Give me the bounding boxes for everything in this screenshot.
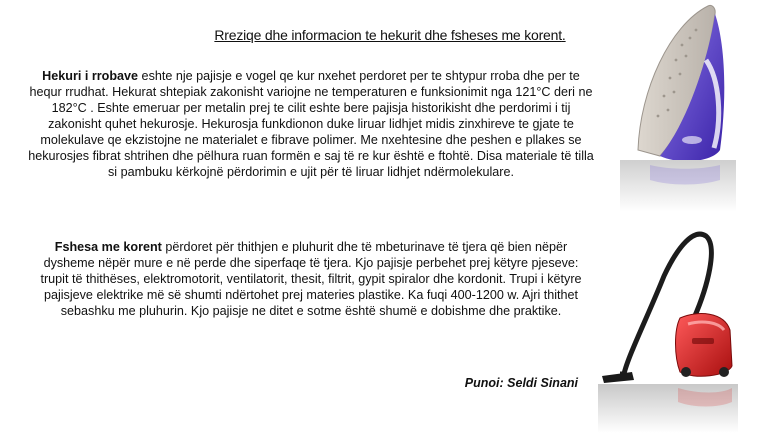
page-title (190, 27, 590, 43)
iron-heading: Hekuri i rrobave (42, 69, 139, 83)
vacuum-paragraph (28, 239, 594, 319)
vacuum-description: përdoret për thithjen e pluhurit dhe të mbeturinave të tjera që bien nëpër dysheme nëpër mure e në perde dhe siperfaqe të tjera. Kjo pajisje perbehet prej këtyre pjeseve: trupit të thithëses, elektromotorit, ventilatorit, thesit, filtrit, gypit spiralor dhe kordonit. Trupi i këtyre pajisjeve elektrike më së shumti ndërtohet prej materies plastike. Ka fuqi 400-1200 w. Ajri thithet sebashku me pluhurin. Kjo pajisje ne ditet e sotme është shumë e dobishme dhe praktike. (40, 240, 582, 318)
author-credit: Punoi: Seldi Sinani (464, 376, 578, 390)
iron-paragraph (28, 68, 594, 180)
vacuum-heading: Fshesa me korent (54, 240, 162, 254)
title-period: . (561, 27, 566, 43)
vacuum-cleaner-image (598, 226, 738, 433)
iron-description: eshte nje pajisje e vogel qe kur nxehet perdoret per te shtypur rroba dhe per te hequr rrudhat. Hekurat shtepiak zakonisht variojne ne temperaturen e funksionimit nga 121°C deri ne 182°C . Eshte emeruar per metalin prej te cilit eshte bere pajisja historikisht dhe perdorimi i tij zakonisht quhet hekurosje. Hekurosja funkdionon duke liruar lidhjet midis zinxhireve te gjate te molekulave qe ekzistojne ne materialet e fibrave polimer. Me nxehtesine dhe peshen e pllakes se hekurosjes fibrat shtrihen dhe pëlhura ruan formën e saj të re kur është e ftohtë. Disa materiale të tilla si pambuku kërkojnë përdorimin e ujit për të liruar lidhjet ndërmolekulare. (28, 69, 594, 179)
clothes-iron-image (620, 0, 736, 212)
title-text: Rreziqe dhe informacion te hekurit dhe fsheses me korent (214, 27, 562, 43)
